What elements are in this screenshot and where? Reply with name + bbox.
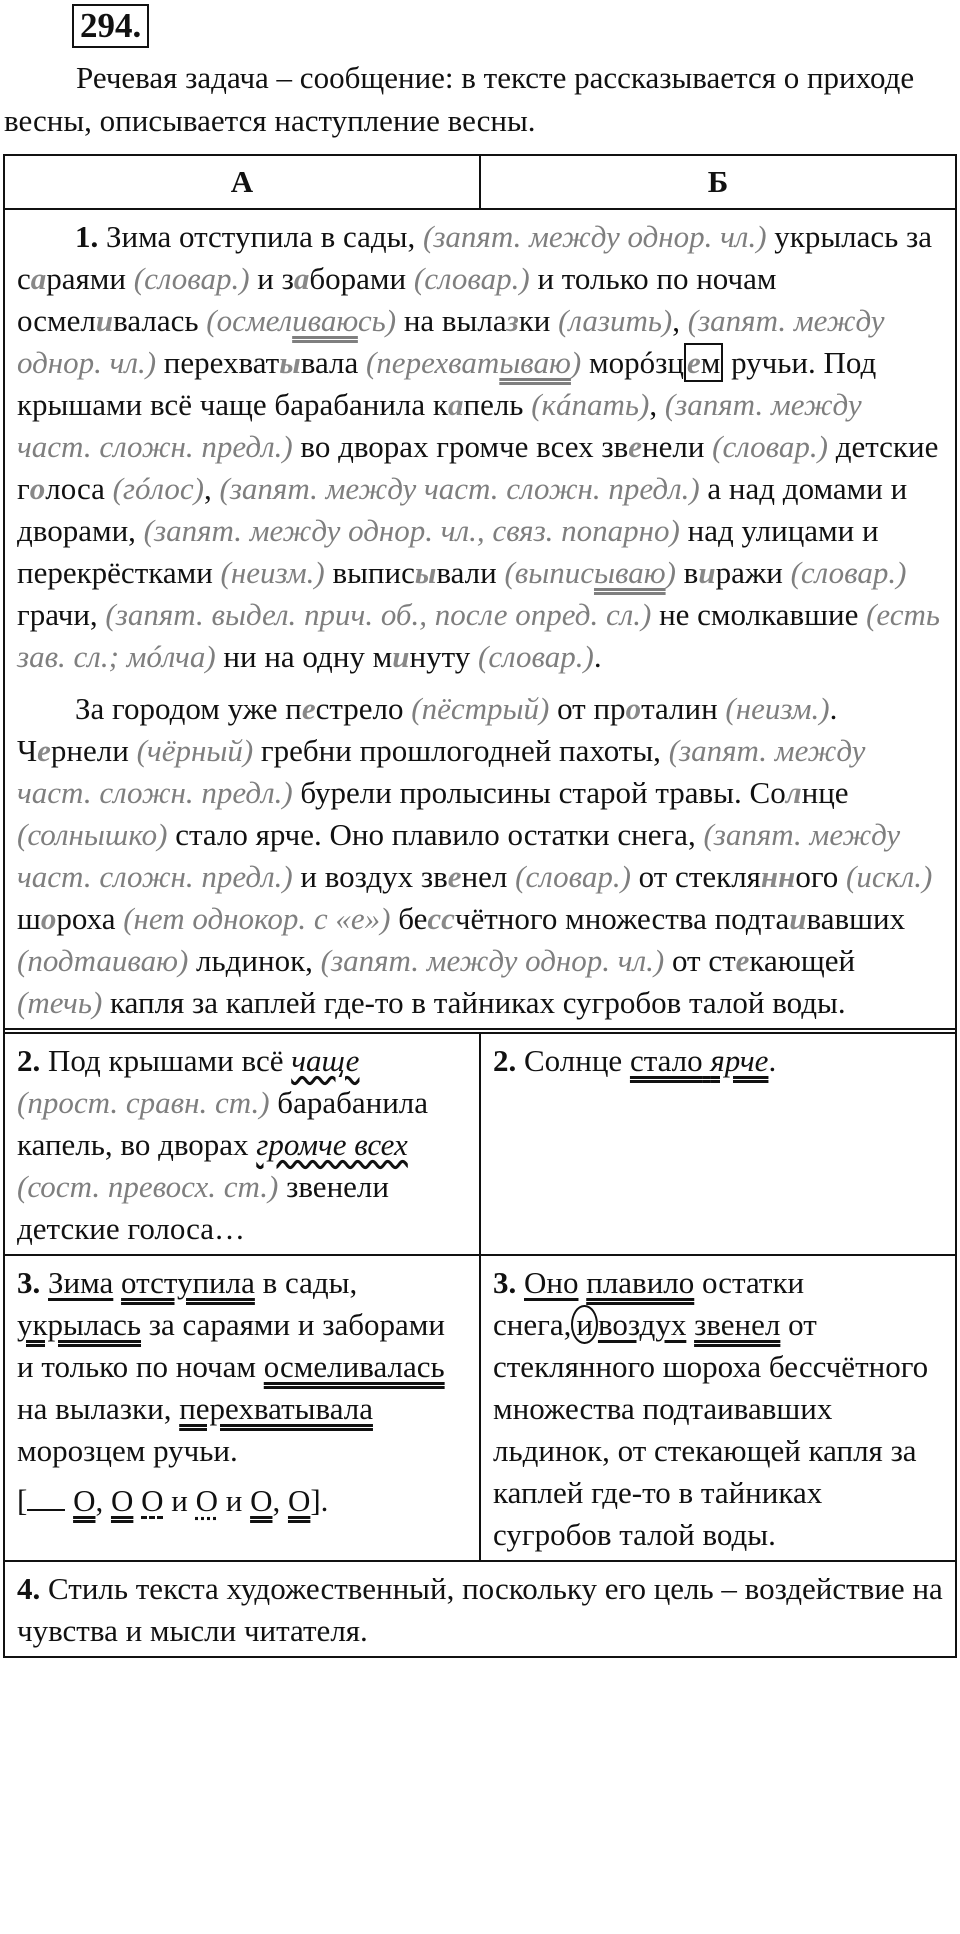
text: бурели пролысины старой травы. Со [300, 775, 786, 810]
section-number: 2. [493, 1043, 517, 1078]
section-3-row [4, 1255, 956, 1561]
note: (искл.) [846, 859, 933, 894]
text: ручьи. Под крышами всё чаще барабанила к [17, 345, 877, 422]
orthogram: е [447, 859, 462, 894]
paragraph-2 [17, 688, 943, 1024]
note-part: (перехват [365, 345, 500, 380]
orthogram: з [506, 303, 519, 338]
text: пель [463, 387, 524, 422]
text: и воздух зв [300, 859, 448, 894]
note-part: ываю [593, 555, 666, 590]
orthogram: о [40, 901, 57, 936]
scheme-predicate: О [287, 1483, 311, 1518]
text: талин [641, 691, 718, 726]
text: от пр [557, 691, 626, 726]
note: (запят. выдел. прич. об., после опред. сл.) [105, 597, 652, 632]
section-number: 4. [17, 1571, 41, 1606]
scheme-subject-line [27, 1485, 65, 1511]
adverb-superlative: громче всех [256, 1127, 408, 1162]
text: капля за каплей где-то в тайниках сугробов талой воды. [110, 985, 846, 1020]
predicate: стало [629, 1043, 703, 1078]
note: (запят. между част. сложн. предл.) [17, 387, 862, 464]
note [366, 345, 581, 380]
note: (лазить) [558, 303, 673, 338]
note: (есть зав. сл.; мóлча) [17, 597, 941, 674]
note: (словар.) [133, 261, 250, 296]
text: вавших [806, 901, 906, 936]
text: от ст [671, 943, 736, 978]
exercise-number: 294. [72, 4, 149, 48]
note: (гóлос) [112, 471, 205, 506]
predicate: укрылась [17, 1307, 142, 1342]
section-3a-text [17, 1262, 467, 1472]
text: ш [17, 901, 41, 936]
note: (словар.) [515, 859, 631, 894]
text: над улицами и перекрёстками [17, 513, 879, 590]
column-a-header: А [4, 155, 480, 209]
orthogram: ы [414, 555, 437, 590]
text: и з [257, 261, 294, 296]
text: стрело [315, 691, 404, 726]
column-b-header: Б [480, 155, 956, 209]
text: Стиль текста художественный, поскольку его цель – воздействие на чувства и мысли читателя. [17, 1571, 943, 1648]
text: морозцем ручьи. [17, 1433, 238, 1468]
scheme-conj: и [225, 1483, 243, 1518]
orthogram: е [735, 943, 750, 978]
note: (солнышко) [17, 817, 168, 852]
text: не смолкавшие [659, 597, 859, 632]
text: барабанила капель, во дворах [17, 1085, 429, 1162]
text: . [593, 639, 602, 674]
note: (запят. между однор. чл.) [423, 219, 767, 254]
note: (словар.) [790, 555, 907, 590]
text: морóзц [589, 345, 684, 380]
text: стало ярче. Оно плавило остатки снега, [175, 817, 696, 852]
orthogram: е [37, 733, 51, 768]
predicate: плавило [586, 1265, 695, 1300]
text: Зима отступила в сады, [106, 219, 416, 254]
text: звенели детские голоса… [17, 1169, 389, 1246]
text: нел [461, 859, 508, 894]
note: (запят. между однор. чл.) [320, 943, 665, 978]
section-2-row [4, 1033, 956, 1255]
note: (словар.) [413, 261, 530, 296]
text: выпис [332, 555, 415, 590]
scheme-comma: , [95, 1483, 104, 1518]
scheme-conj: и [171, 1483, 188, 1518]
text: , [649, 387, 658, 422]
note [206, 303, 396, 338]
text: нце [801, 775, 849, 810]
text: . Ч [17, 691, 838, 768]
note: (словар.) [712, 429, 828, 464]
orthogram: и [698, 555, 716, 590]
note: (пёстрый) [411, 691, 550, 726]
note: (нет однокор. с «е») [123, 901, 391, 936]
note-part: ) [570, 345, 582, 380]
answer-table [3, 154, 957, 1658]
text: , [204, 471, 212, 506]
scheme-object: О [141, 1483, 164, 1518]
section-4-row [4, 1561, 956, 1657]
scheme-comma: , [272, 1483, 281, 1518]
orthogram: е [628, 429, 642, 464]
note: (подтаиваю) [17, 943, 189, 978]
section-number: 3. [493, 1265, 517, 1300]
text: в [683, 555, 699, 590]
text: а над домами и дворами, [17, 471, 908, 548]
orthogram: и [95, 303, 114, 338]
orthogram: а [447, 387, 464, 422]
text: лоса [45, 471, 105, 506]
note: (запят. между однор. чл., связ. попарно) [143, 513, 680, 548]
text: на выла [403, 303, 507, 338]
text: от стеклянного шороха бессчётного множества подтаивавших льдинок, от стекающей капля за каплей где-то в тайниках сугробов талой воды. [493, 1307, 929, 1552]
orthogram: ы [279, 345, 301, 380]
text: валась [113, 303, 199, 338]
note: (неизм.) [220, 555, 325, 590]
note: (запят. между част. сложн. предл.) [17, 733, 866, 810]
scheme-predicate: О [250, 1483, 273, 1518]
note-part: (осмел [206, 303, 293, 338]
header-row [4, 155, 956, 209]
orthogram: и [392, 639, 410, 674]
section-2b-cell [480, 1033, 956, 1255]
subject: Оно [524, 1265, 579, 1300]
note: (течь) [17, 985, 103, 1020]
note: (кáпать) [531, 387, 650, 422]
text: во дворах громче всех зв [300, 429, 629, 464]
orthogram: е [686, 345, 701, 380]
note: (запят. между однор. чл.) [17, 303, 885, 380]
scheme-predicate: О [73, 1483, 96, 1518]
orthogram: и [789, 901, 807, 936]
section-4-cell [4, 1561, 956, 1657]
text: рнели [50, 733, 129, 768]
text: Солнце [524, 1043, 623, 1078]
sentence-scheme [17, 1480, 467, 1522]
scheme-bracket: ]. [310, 1483, 329, 1518]
predicate: ярче [710, 1043, 769, 1078]
orthogram: е [301, 691, 316, 726]
note-part: сь) [357, 303, 397, 338]
section-1-row [4, 209, 956, 1029]
note: (сост. превосх. ст.) [17, 1169, 279, 1204]
note-part: иваю [292, 303, 358, 338]
paragraph-1 [17, 216, 943, 678]
text: перехват [163, 345, 280, 380]
text: чётного множества подта [454, 901, 790, 936]
text: в сады, [262, 1265, 358, 1300]
text: нуту [409, 639, 471, 674]
orthogram: нн [760, 859, 796, 894]
text: ки [518, 303, 551, 338]
text: остатки снега, [493, 1265, 805, 1342]
scheme-adverbial: О [195, 1483, 218, 1518]
text: гребни прошлогодней пахоты, [260, 733, 661, 768]
predicate: перехватывала [179, 1391, 373, 1426]
text: ого [795, 859, 839, 894]
text: укрылась за с [17, 219, 933, 296]
intro-text: Речевая задача – сообщение: в тексте рассказывается о приходе весны, описывается наступление весны. [4, 60, 915, 138]
note-part: (выпис [504, 555, 594, 590]
text: льдинок, [196, 943, 313, 978]
orthogram: сс [427, 901, 455, 936]
scheme-predicate: О [110, 1483, 134, 1518]
note: (словар.) [478, 639, 594, 674]
section-number: 1. [75, 219, 99, 254]
conjunction-circled: и [571, 1305, 598, 1344]
text: . [768, 1043, 777, 1078]
section-2a-cell [4, 1033, 480, 1255]
text: Под крышами всё [48, 1043, 284, 1078]
scheme-bracket: [ [17, 1483, 28, 1518]
section-3a-cell [4, 1255, 480, 1561]
text: борами [309, 261, 407, 296]
note-part: ) [665, 555, 676, 590]
note [504, 555, 675, 590]
predicate: осмеливалась [263, 1349, 445, 1384]
text: вали [436, 555, 497, 590]
text: вала [300, 345, 359, 380]
text: м [700, 345, 721, 380]
subject: воздух [597, 1307, 687, 1342]
orthogram: о [625, 691, 642, 726]
predicate: отступила [121, 1265, 255, 1300]
note-part: ываю [499, 345, 571, 380]
suffix-box [684, 343, 723, 382]
text: ни на одну м [223, 639, 393, 674]
predicate: звенел [694, 1307, 781, 1342]
note: (прост. сравн. ст.) [17, 1085, 270, 1120]
text: раями [46, 261, 126, 296]
adverb-comparative: чаще [291, 1043, 360, 1078]
text: бе [398, 901, 428, 936]
orthogram: а [30, 261, 47, 296]
text: нели [642, 429, 705, 464]
section-3b-cell [480, 1255, 956, 1561]
text: ражи [715, 555, 783, 590]
text: на вылазки, [17, 1391, 172, 1426]
text: , [672, 303, 681, 338]
text: кающей [749, 943, 856, 978]
note: (запят. между част. сложн. предл.) [219, 471, 700, 506]
note: (запят. между част. сложн. предл.) [17, 817, 901, 894]
note: (чёрный) [136, 733, 254, 768]
orthogram: о [29, 471, 46, 506]
text: за сараями и заборами и только по ночам [17, 1307, 445, 1384]
orthogram: л [785, 775, 802, 810]
text: роха [56, 901, 116, 936]
text: детские г [17, 429, 939, 506]
section-number: 2. [17, 1043, 41, 1078]
section-number: 3. [17, 1265, 41, 1300]
text: За городом уже п [75, 691, 302, 726]
subject: Зима [48, 1265, 114, 1300]
note: (неизм.) [725, 691, 830, 726]
orthogram: а [293, 261, 310, 296]
text: от стекля [638, 859, 761, 894]
section-1-cell [4, 209, 956, 1029]
text: и только по ночам осмел [17, 261, 777, 338]
text: грачи, [17, 597, 98, 632]
